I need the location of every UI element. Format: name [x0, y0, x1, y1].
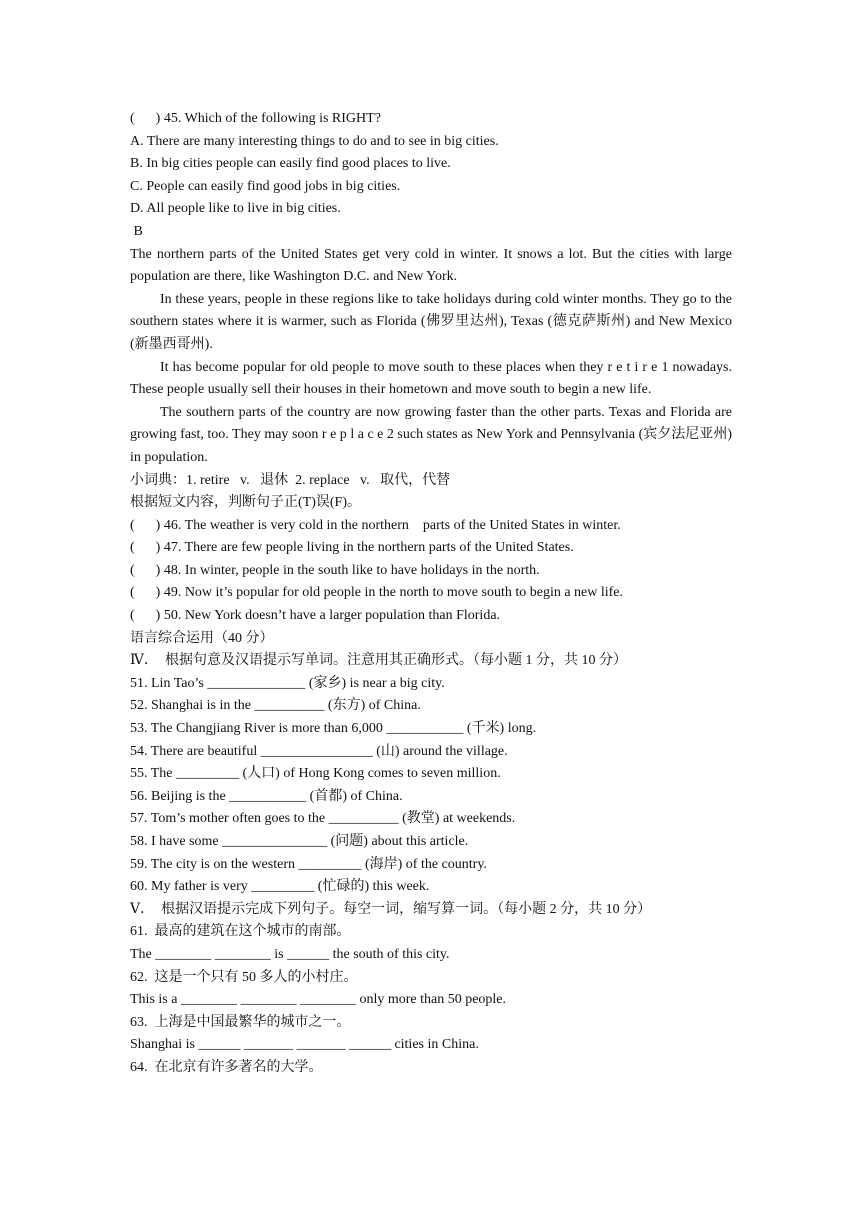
translation-prompt: 63. 上海是中国最繁华的城市之一。 — [130, 1014, 351, 1030]
passage-paragraph-2: In these years, people in these regions like to take holidays during cold winter months. They go to the southern states where it is warmer, such as Florida (佛罗里达州), Texas (德克萨斯州) and New Mexico (新墨西哥州). — [130, 291, 732, 352]
question-45-stem: ( ) 45. Which of the following is RIGHT? — [130, 111, 381, 126]
fill-item: 55. The _________ (人口) of Hong Kong comes to seven million. — [130, 766, 501, 782]
passage-b-label: B — [130, 223, 143, 239]
fill-item: 54. There are beautiful ________________ (山) around the village. — [130, 743, 508, 759]
tf-item: ( ) 49. Now it’s popular for old people in the north to move south to begin a new life. — [130, 585, 624, 601]
fill-item: 58. I have some _______________ (问题) about this article. — [130, 834, 469, 849]
translation-sentence: The ________ ________ is ______ the south of this city. — [130, 946, 450, 962]
option-b: B. In big cities people can easily find good places to live. — [130, 156, 451, 172]
translation-sentence: This is a ________ ________ ________ only more than 50 people. — [130, 992, 507, 1008]
tf-item: ( ) 47. There are few people living in the northern parts of the United States. — [130, 540, 574, 556]
option-d: D. All people like to live in big cities. — [130, 201, 341, 217]
part5-heading: Ⅴ． 根据汉语提示完成下列句子。每空一词，缩写算一词。（每小题 2 分，共 10 分） — [130, 901, 652, 917]
translation-sentence: Shanghai is ______ _______ _______ ______ cities in China. — [130, 1037, 479, 1053]
passage-paragraph-1: The northern parts of the United States get very cold in winter. It snows a lot. But the cities with large population are there, like Washington D.C. and New York. — [130, 246, 732, 285]
translation-prompt: 61. 最高的建筑在这个城市的南部。 — [130, 924, 351, 940]
tf-item: ( ) 48. In winter, people in the south like to have holidays in the north. — [130, 562, 540, 578]
fill-item: 59. The city is on the western _________ (海岸) of the country. — [130, 856, 487, 872]
option-c: C. People can easily find good jobs in big cities. — [130, 178, 401, 194]
translation-prompt: 64. 在北京有许多著名的大学。 — [130, 1059, 323, 1075]
fill-item: 51. Lin Tao’s ______________ (家乡) is near a big city. — [130, 675, 445, 691]
translation-prompt: 62. 这是一个只有 50 多人的小村庄。 — [130, 969, 358, 985]
worksheet-page — [130, 108, 732, 1080]
fill-item: 56. Beijing is the ___________ (首都) of China. — [130, 788, 403, 804]
option-a: A. There are many interesting things to do and to see in big cities. — [130, 133, 499, 149]
passage-paragraph-4: The southern parts of the country are now growing faster than the other parts. Texas and Florida are growing fast, too. They may soon r e p l a c e 2 such states as New York and Pennsylvania (宾夕法尼亚州) in population. — [130, 404, 732, 465]
fill-item: 53. The Changjiang River is more than 6,000 ___________ (千米) long. — [130, 721, 537, 737]
part4-heading: Ⅳ． 根据句意及汉语提示写单词。注意用其正确形式。（每小题 1 分，共 10 分） — [130, 653, 627, 669]
tf-item: ( ) 46. The weather is very cold in the northern parts of the United States in winter. — [130, 517, 621, 533]
fill-item: 57. Tom’s mother often goes to the __________ (教堂) at weekends. — [130, 811, 516, 827]
tf-instruction: 根据短文内容，判断句子正(T)误(F)。 — [130, 495, 361, 511]
vocabulary-note: 小词典：1. retire v. 退休 2. replace v. 取代，代替 — [130, 472, 451, 488]
fill-item: 60. My father is very _________ (忙碌的) this week. — [130, 879, 430, 895]
fill-item: 52. Shanghai is in the __________ (东方) of China. — [130, 698, 421, 714]
passage-paragraph-3: It has become popular for old people to move south to these places when they r e t i r e 1 nowadays. These people usually sell their houses in their hometown and move south to begin a new life. — [130, 359, 732, 398]
tf-item: ( ) 50. New York doesn’t have a larger population than Florida. — [130, 608, 501, 624]
section-title: 语言综合运用（40 分） — [130, 630, 274, 646]
